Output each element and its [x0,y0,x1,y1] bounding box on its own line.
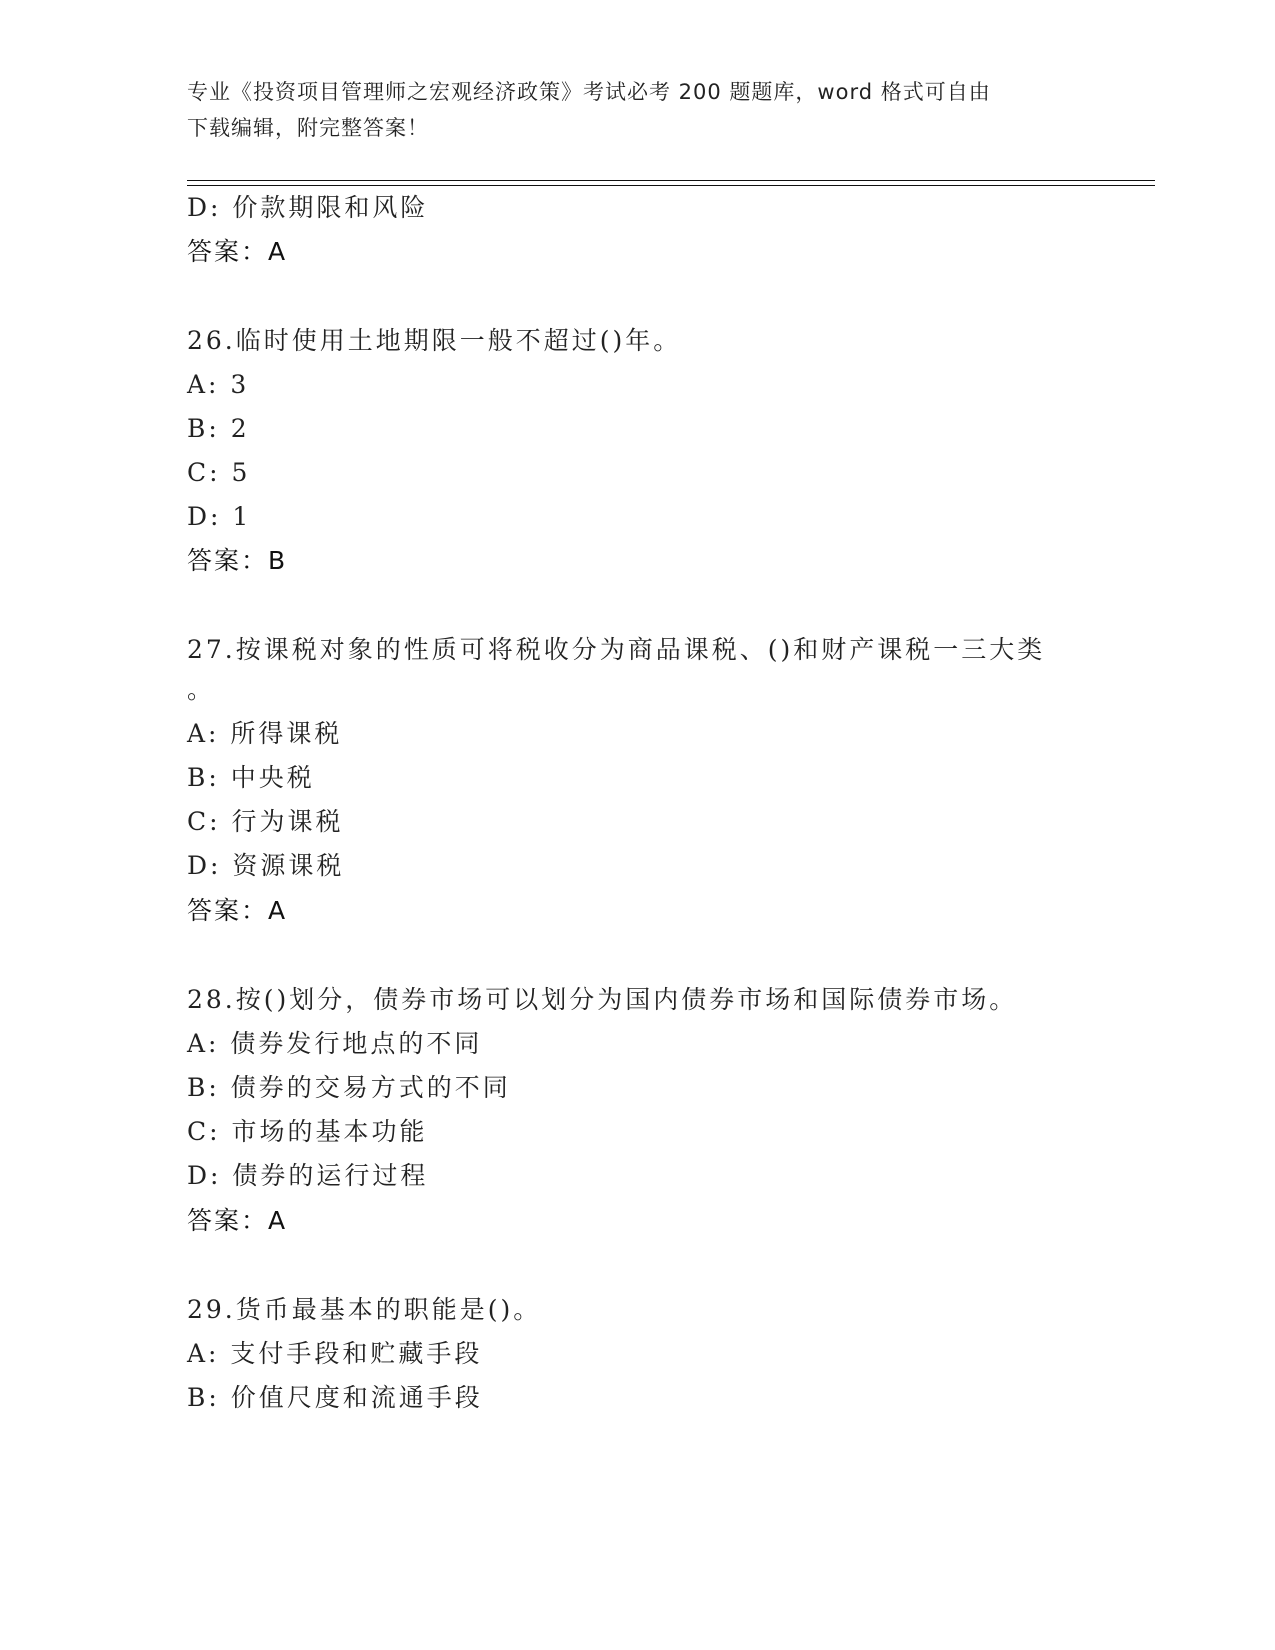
header-rule-top [187,180,1155,181]
q27-stem: 27.按课税对象的性质可将税收分为商品课税、()和财产课税一三大类 [187,635,1046,664]
q28-stem: 28.按()划分，债券市场可以划分为国内债券市场和国际债券市场。 [187,985,1018,1014]
q26-option-c: C: 5 [187,458,251,487]
q29-stem: 29.货币最基本的职能是()。 [187,1295,542,1324]
q28-answer: 答案：A [187,1206,288,1235]
q27-option-a: A: 所得课税 [187,719,343,748]
q26-stem: 26.临时使用土地期限一般不超过()年。 [187,326,682,355]
q26-option-d: D: 1 [187,502,252,531]
q27-option-c: C: 行为课税 [187,807,344,836]
prev-option-d: D: 价款期限和风险 [187,193,429,222]
q28-option-b: B: 债券的交易方式的不同 [187,1073,511,1102]
q27-option-b: B: 中央税 [187,763,315,792]
q28-option-d: D: 债券的运行过程 [187,1161,429,1190]
q26-answer: 答案：B [187,546,288,575]
header-line-2: 下载编辑，附完整答案！ [187,116,429,140]
header-line-1: 专业《投资项目管理师之宏观经济政策》考试必考 200 题题库，word 格式可自由 [187,80,991,104]
prev-answer: 答案：A [187,237,288,266]
q27-answer: 答案：A [187,896,288,925]
q26-option-b: B: 2 [187,414,250,443]
q28-option-c: C: 市场的基本功能 [187,1117,428,1146]
q26-option-a: A: 3 [187,370,250,399]
q27-stem-cont: 。 [187,675,216,704]
document-header [187,74,1087,146]
q28-option-a: A: 债券发行地点的不同 [187,1029,483,1058]
q29-option-a: A: 支付手段和贮藏手段 [187,1339,483,1368]
q27-option-d: D: 资源课税 [187,851,345,880]
header-rule-bottom [187,185,1155,186]
q29-option-b: B: 价值尺度和流通手段 [187,1383,483,1412]
